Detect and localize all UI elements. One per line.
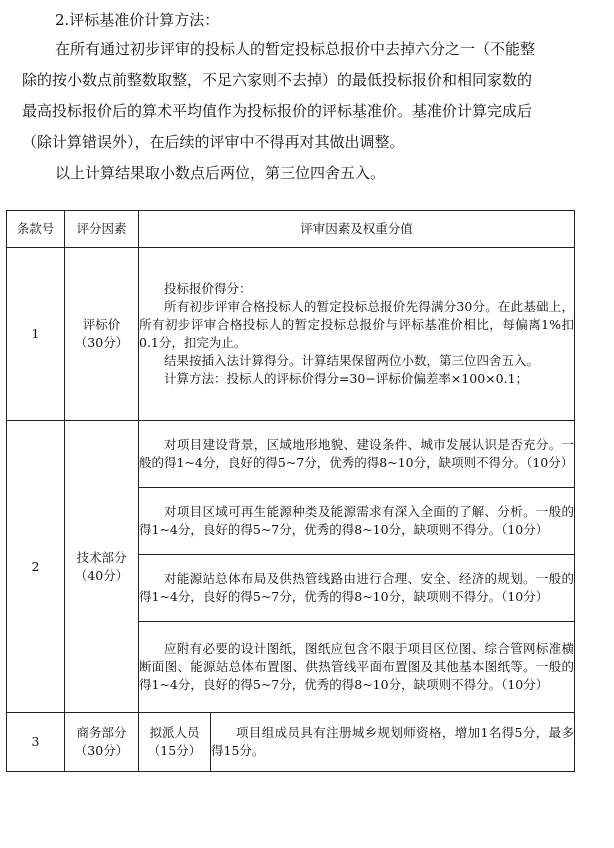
factor-name: 技术部分 bbox=[76, 549, 127, 565]
criteria-cell bbox=[139, 555, 575, 622]
table-header-row bbox=[7, 211, 575, 248]
criteria-cell bbox=[139, 622, 575, 713]
paragraph-line: 在所有通过初步评审的投标人的暂定投标总报价中去掉六分之一（不能整 bbox=[55, 40, 536, 58]
factor-cell bbox=[65, 421, 139, 713]
rounding-note: 以上计算结果取小数点后两位，第三位四舍五入。 bbox=[55, 164, 386, 182]
scoring-table bbox=[6, 210, 575, 772]
clause-number: 1 bbox=[7, 248, 65, 421]
table-row bbox=[7, 713, 575, 772]
header-factor: 评分因素 bbox=[65, 211, 139, 248]
factor-score: （40分） bbox=[74, 567, 129, 583]
criteria-paragraph: 应附有必要的设计图纸，图纸应包含不限于项目区位图、综合管网标准横断面图、能源站总体布置图、供热管线平面布置图及其他基本图纸等。一般的得1~4分，良好的得5~7分，优秀的得8~10分，缺项则不得分。（10分） bbox=[139, 641, 574, 692]
sub-factor-score: （15分） bbox=[147, 743, 202, 758]
header-criteria: 评审因素及权重分值 bbox=[139, 211, 575, 248]
criteria-cell bbox=[139, 488, 575, 555]
criteria-cell bbox=[139, 421, 575, 488]
criteria-paragraph: 所有初步评审合格投标人的暂定投标总报价先得满分30分。在此基础上，所有初步评审合格投标人的暂定投标总报价与评标基准价相比，每偏离1%扣0.1分，扣完为止。 bbox=[139, 299, 574, 350]
factor-name: 评标价 bbox=[82, 317, 121, 332]
criteria-paragraph: 投标报价得分： bbox=[164, 281, 252, 296]
criteria-cell bbox=[211, 713, 575, 772]
criteria-paragraph: 对项目区域可再生能源种类及能源需求有深入全面的了解、分析。一般的得1~4分，良好的得5~7分，优秀的得8~10分，缺项则不得分。（10分） bbox=[139, 504, 574, 537]
criteria-paragraph: 结果按插入法计算得分。计算结果保留两位小数，第三位四舍五入。 bbox=[164, 353, 540, 368]
criteria-paragraph: 对能源站总体布局及供热管线路由进行合理、安全、经济的规划。一般的得1~4分，良好的得5~7分，优秀的得8~10分，缺项则不得分。（10分） bbox=[139, 571, 574, 604]
paragraph-line: 除的按小数点前整数取整，不足六家则不去掉）的最低投标报价和相同家数的 bbox=[22, 71, 533, 89]
criteria-paragraph: 计算方法：投标人的评标价得分=30−评标价偏差率×100×0.1； bbox=[164, 371, 529, 386]
criteria-paragraph: 项目组成员具有注册城乡规划师资格，增加1名得5分，最多得15分。 bbox=[211, 725, 574, 758]
table-row bbox=[7, 248, 575, 421]
paragraph-line: 最高投标报价后的算术平均值作为投标报价的评标基准价。基准价计算完成后 bbox=[22, 102, 533, 120]
paragraph-line: （除计算错误外），在后续的评审中不得再对其做出调整。 bbox=[22, 133, 405, 151]
header-clause-no: 条款号 bbox=[7, 211, 65, 248]
clause-number: 2 bbox=[7, 421, 65, 713]
section-heading: 2.评标基准价计算方法： bbox=[55, 11, 220, 29]
factor-cell bbox=[65, 248, 139, 421]
sub-factor-cell bbox=[139, 713, 211, 772]
factor-cell bbox=[65, 713, 139, 772]
factor-score: （30分） bbox=[74, 335, 129, 350]
factor-name: 商务部分 bbox=[76, 725, 127, 740]
criteria-paragraph: 对项目建设背景，区域地形地貌、建设条件、城市发展认识是否充分。一般的得1~4分，良好的得5~7分，优秀的得8~10分，缺项则不得分。（10分） bbox=[139, 437, 574, 470]
criteria-cell bbox=[139, 248, 575, 421]
factor-score: （30分） bbox=[74, 743, 129, 758]
sub-factor-name: 拟派人员 bbox=[149, 725, 200, 740]
clause-number: 3 bbox=[7, 713, 65, 772]
table-row bbox=[7, 421, 575, 488]
